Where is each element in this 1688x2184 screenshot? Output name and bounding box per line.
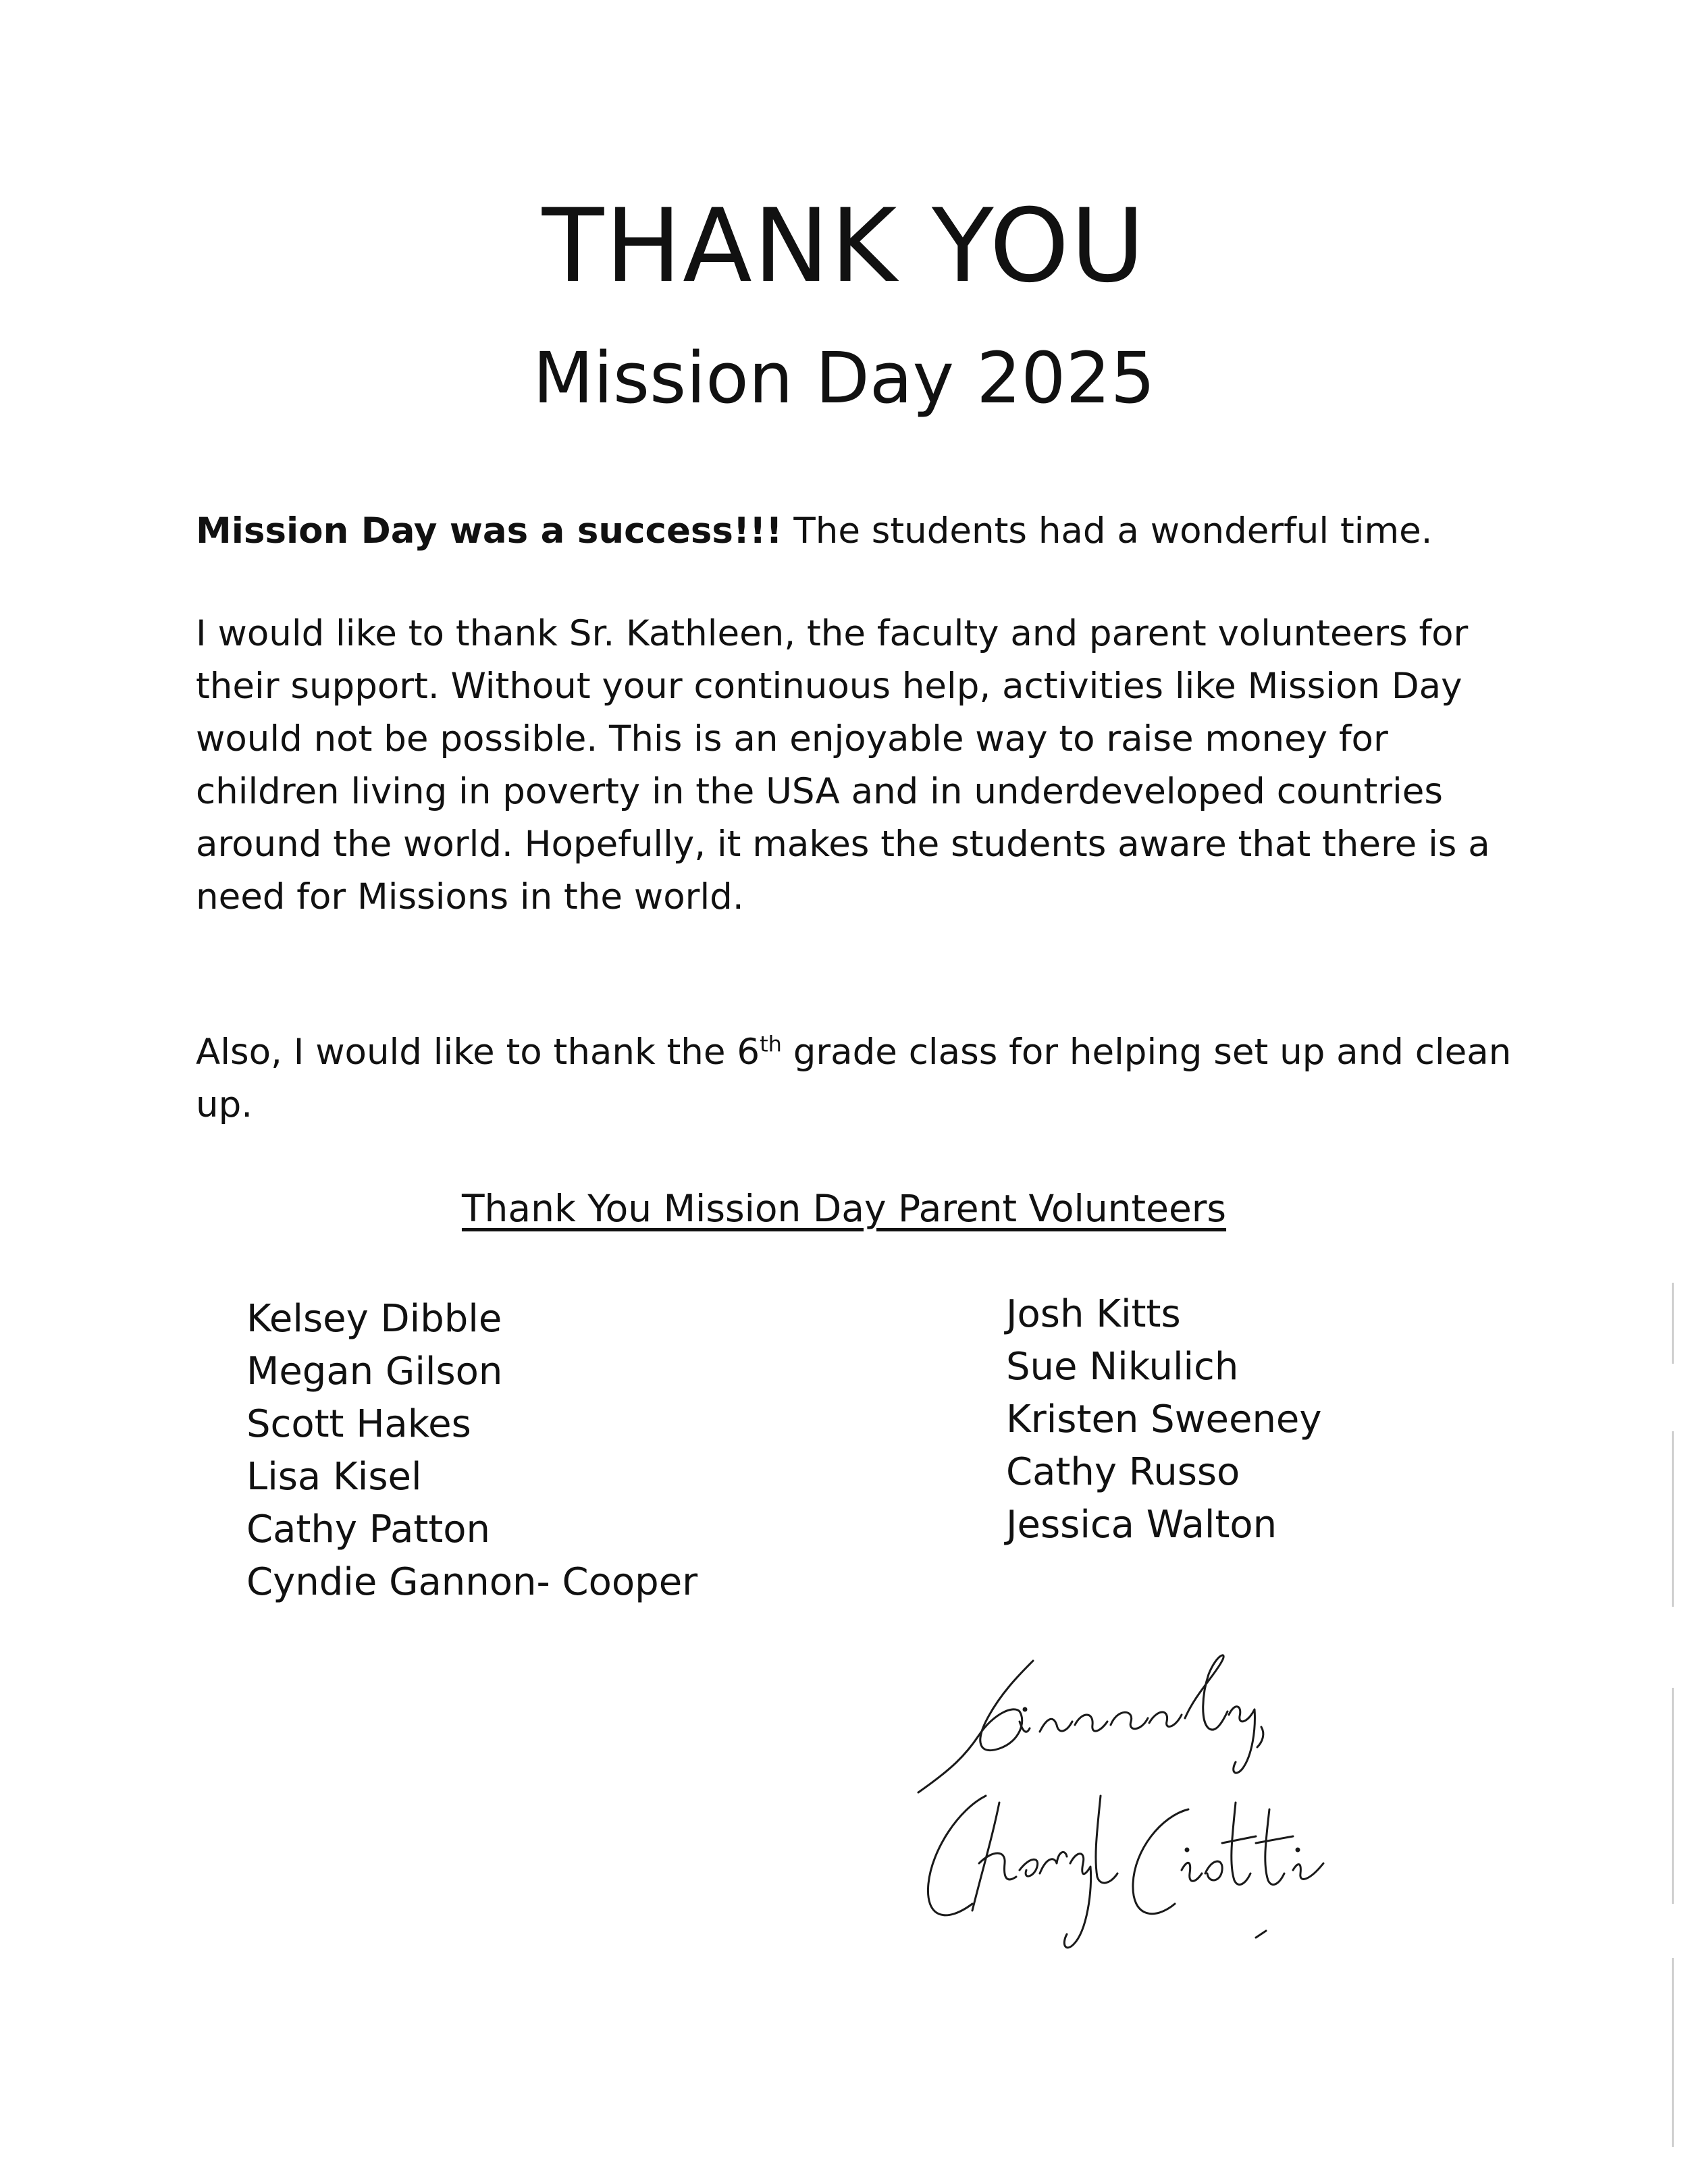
thanks-paragraph: I would like to thank Sr. Kathleen, the faculty and parent volunteers for their support. Without your continuous help, activities like Mission Day would not be possible. This is an enjoyable way to raise money for children living in poverty in the USA and in underdeveloped countries around the world. Hopefully, it makes the students aware that there is a need for Missions in the world. (196, 613, 1490, 917)
ordinal-suffix: th (760, 1031, 782, 1057)
scan-artifact (1672, 1958, 1674, 2147)
volunteer-list-right (1006, 1288, 1322, 1551)
volunteer-list-left (246, 1293, 697, 1609)
volunteer-name: Cathy Patton (246, 1508, 491, 1551)
handwritten-signature (905, 1647, 1431, 1958)
intro-paragraph (196, 505, 1519, 558)
page-title: THANK YOU (542, 188, 1146, 305)
volunteer-name: Josh Kitts (1006, 1292, 1181, 1336)
volunteer-name: Kristen Sweeney (1006, 1397, 1322, 1441)
sixth-grade-text-start: Also, I would like to thank the 6 (196, 1032, 760, 1073)
intro-rest: The students had a wonderful time. (782, 510, 1433, 552)
scan-artifact (1672, 1283, 1674, 1364)
sixth-grade-paragraph (196, 1026, 1519, 1131)
volunteer-name: Sue Nikulich (1006, 1345, 1239, 1389)
volunteer-name: Megan Gilson (246, 1350, 503, 1393)
volunteers-heading: Thank You Mission Day Parent Volunteers (461, 1187, 1227, 1230)
scan-artifact (1672, 1688, 1674, 1904)
volunteer-name: Cathy Russo (1006, 1450, 1240, 1494)
success-statement: Mission Day was a success!!! (196, 510, 783, 552)
sixth-grade-text-end: grade class for helping set up and clean up. (196, 1032, 1512, 1125)
scan-artifact (1672, 1431, 1674, 1607)
volunteer-name: Kelsey Dibble (246, 1297, 502, 1341)
volunteer-name: Lisa Kisel (246, 1455, 422, 1499)
volunteer-name: Scott Hakes (246, 1402, 471, 1446)
volunteer-name: Cyndie Gannon- Cooper (246, 1560, 698, 1604)
page-subtitle: Mission Day 2025 (533, 337, 1155, 419)
volunteer-name: Jessica Walton (1006, 1503, 1277, 1547)
